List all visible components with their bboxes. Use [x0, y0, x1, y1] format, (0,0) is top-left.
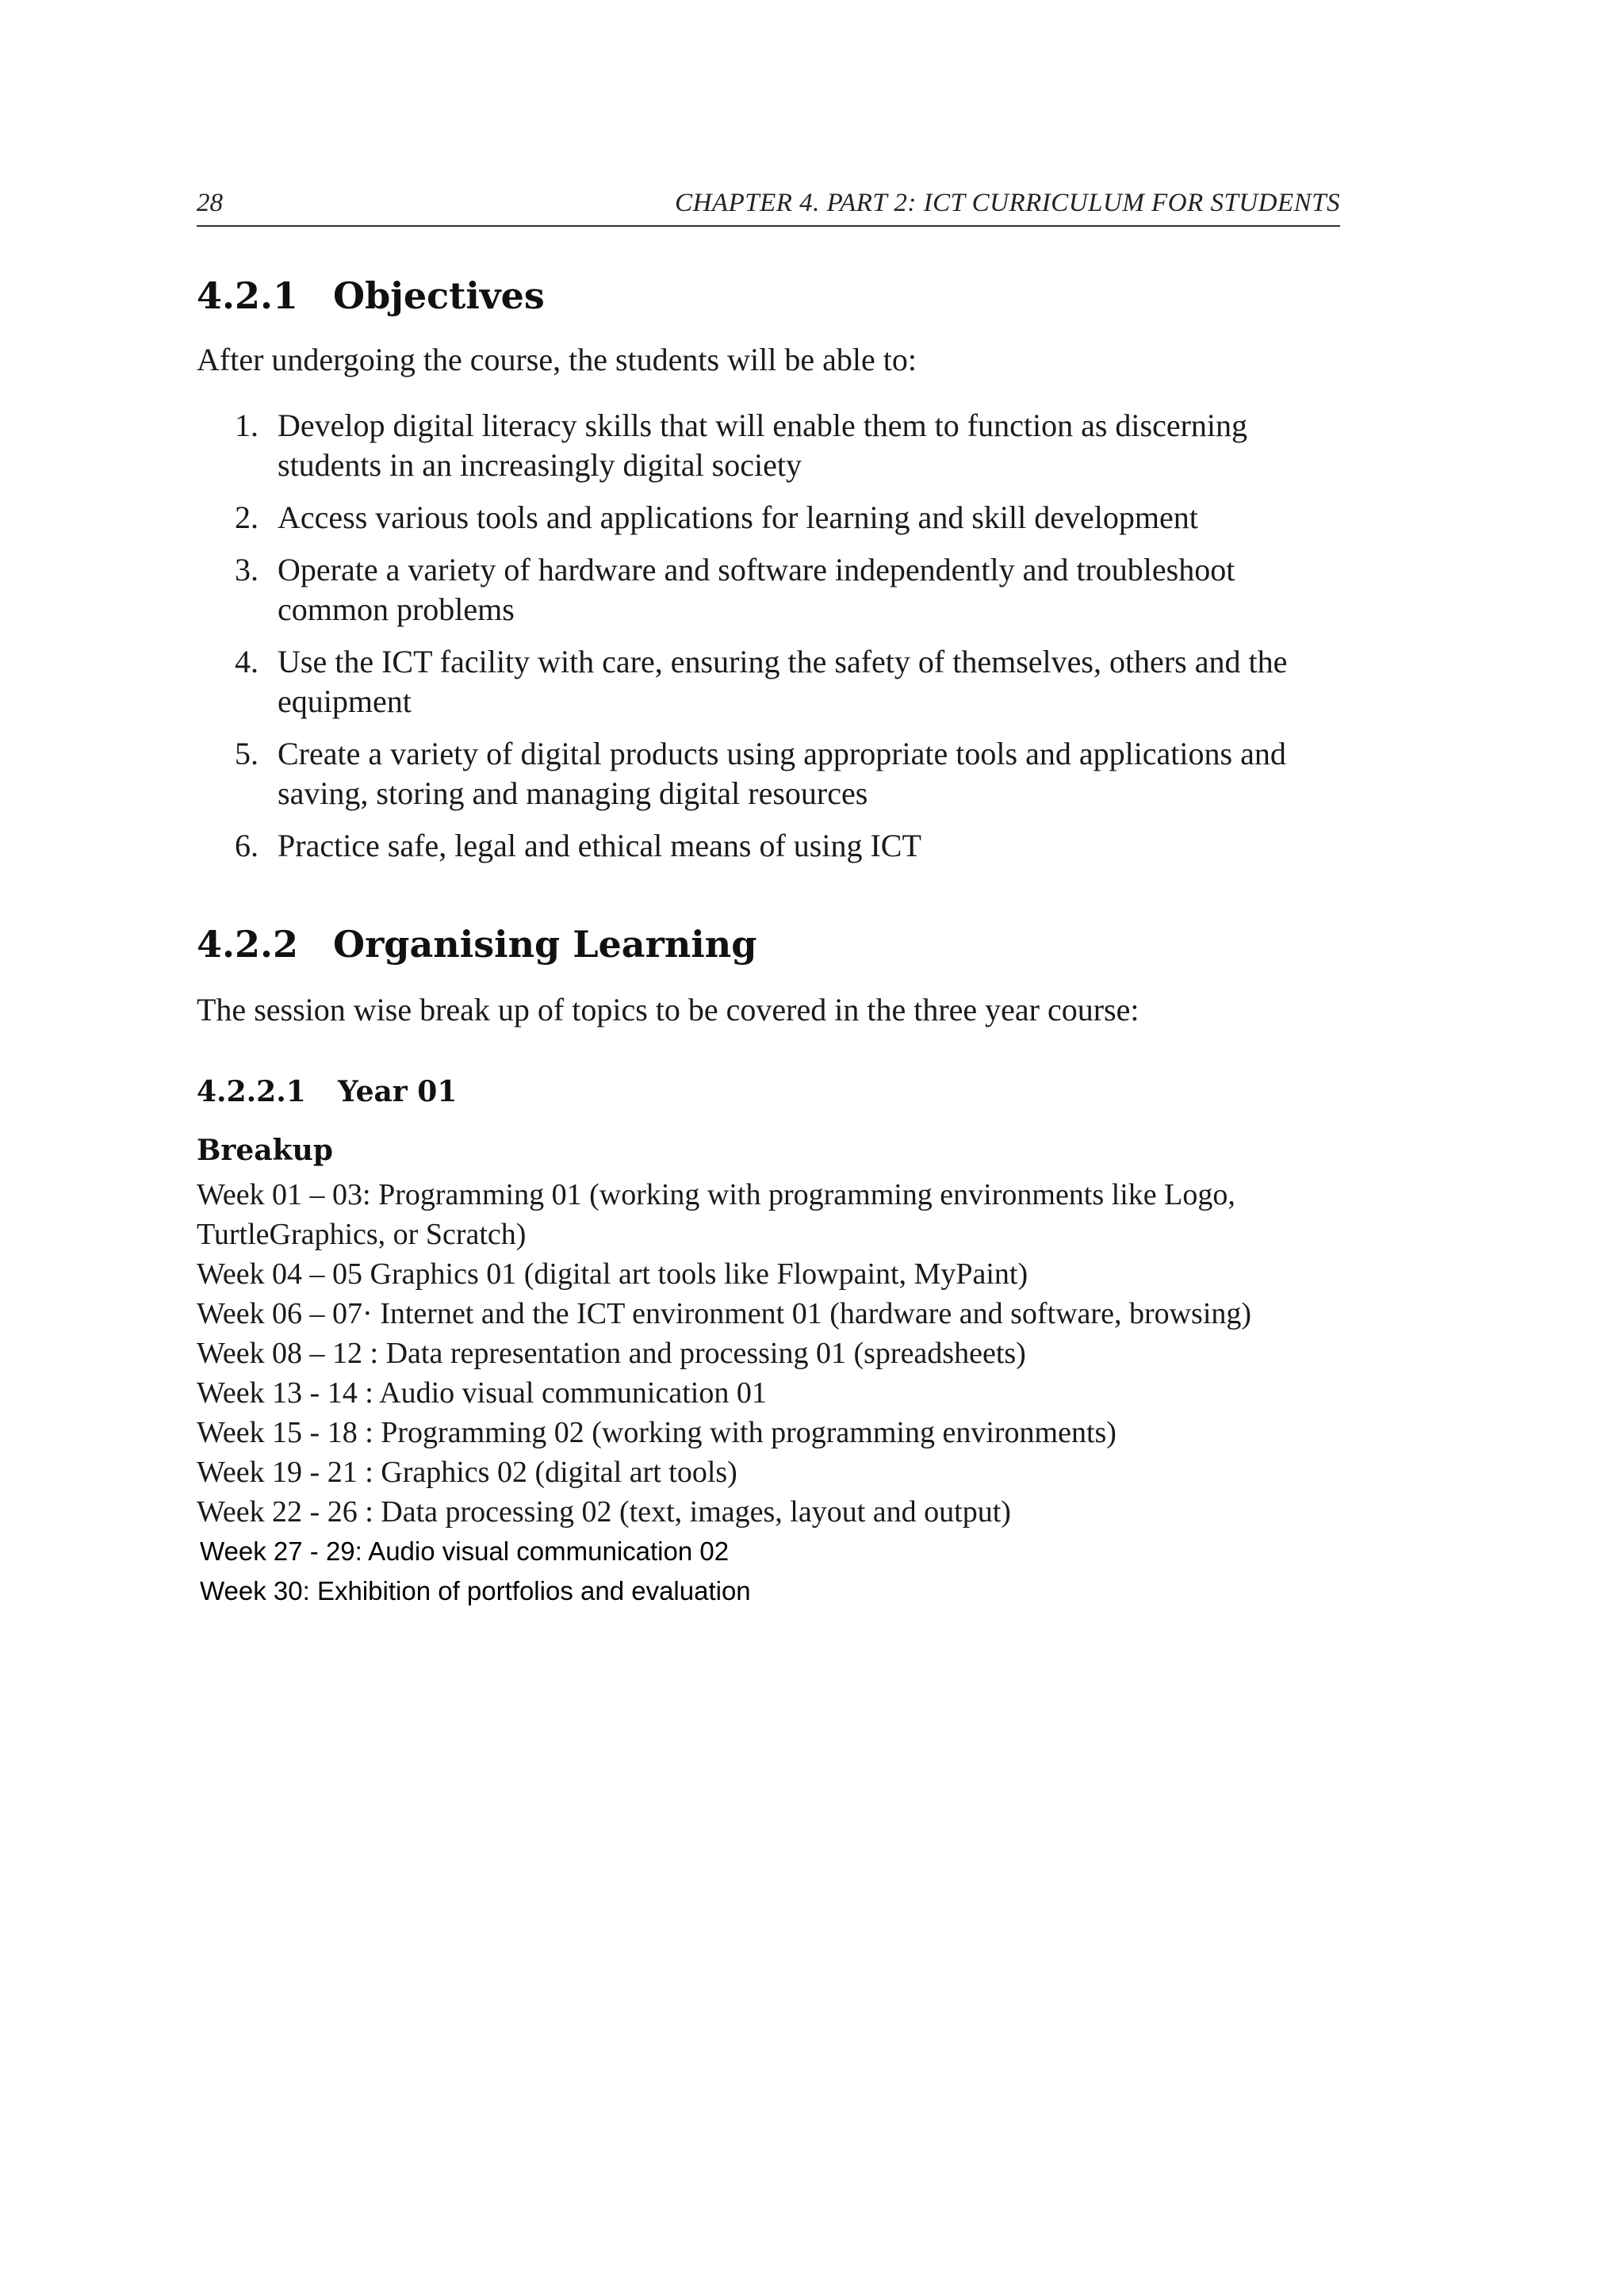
- list-item: 5. Create a variety of digital products using appropriate tools and applications and saving, storing and managing digital resources: [235, 736, 1286, 811]
- page-number: 28: [197, 189, 223, 217]
- section-title: Objectives: [333, 274, 545, 317]
- list-item: 2. Access various tools and applications for learning and skill development: [235, 499, 1198, 535]
- list-item: 1. Develop digital literacy skills that will enable them to function as discerning students in an increasingly digital society: [235, 408, 1248, 483]
- week-line: Week 22 - 26 : Data processing 02 (text, images, layout and output): [197, 1495, 1011, 1529]
- week-line: Week 19 - 21 : Graphics 02 (digital art tools): [197, 1456, 737, 1489]
- week-line: Week 01 – 03: Programming 01 (working with programming environments like Logo,: [197, 1178, 1235, 1211]
- breakup-heading: Breakup: [197, 1134, 333, 1167]
- section-heading-objectives: [197, 274, 545, 317]
- section-number: 4.2.2: [197, 923, 299, 966]
- subsection-heading-year01: [197, 1075, 457, 1108]
- chapter-title: CHAPTER 4. PART 2: ICT CURRICULUM FOR STUDENTS: [675, 189, 1340, 217]
- week-line: Week 27 - 29: Audio visual communication 02: [200, 1536, 730, 1566]
- subsection-title: Year 01: [338, 1075, 458, 1108]
- subsection-number: 4.2.2.1: [197, 1075, 306, 1108]
- objectives-list: [197, 406, 1340, 878]
- section-number: 4.2.1: [197, 274, 299, 317]
- week-line: TurtleGraphics, or Scratch): [197, 1218, 527, 1251]
- week-line: Week 04 – 05 Graphics 01 (digital art tools like Flowpaint, MyPaint): [197, 1257, 1028, 1291]
- week-line: Week 06 – 07· Internet and the ICT environment 01 (hardware and software, browsing): [197, 1297, 1252, 1330]
- week-line: Week 15 - 18 : Programming 02 (working with programming environments): [197, 1416, 1116, 1449]
- week-line: Week 30: Exhibition of portfolios and evaluation: [200, 1576, 751, 1605]
- list-item: 4. Use the ICT facility with care, ensuring the safety of themselves, others and the equipment: [235, 644, 1288, 719]
- list-item: 6. Practice safe, legal and ethical means of using ICT: [235, 828, 921, 863]
- objectives-intro: After undergoing the course, the students will be able to:: [197, 342, 917, 377]
- organising-intro: The session wise break up of topics to be covered in the three year course:: [197, 992, 1139, 1027]
- week-line: Week 13 - 14 : Audio visual communication 01: [197, 1376, 767, 1410]
- week-line: Week 08 – 12 : Data representation and processing 01 (spreadsheets): [197, 1337, 1026, 1370]
- running-header: [197, 189, 1340, 227]
- week-breakup: [197, 1175, 1354, 1611]
- list-item: 3. Operate a variety of hardware and software independently and troubleshoot common problems: [235, 552, 1235, 627]
- section-heading-organising: [197, 923, 756, 966]
- section-title: Organising Learning: [333, 923, 757, 966]
